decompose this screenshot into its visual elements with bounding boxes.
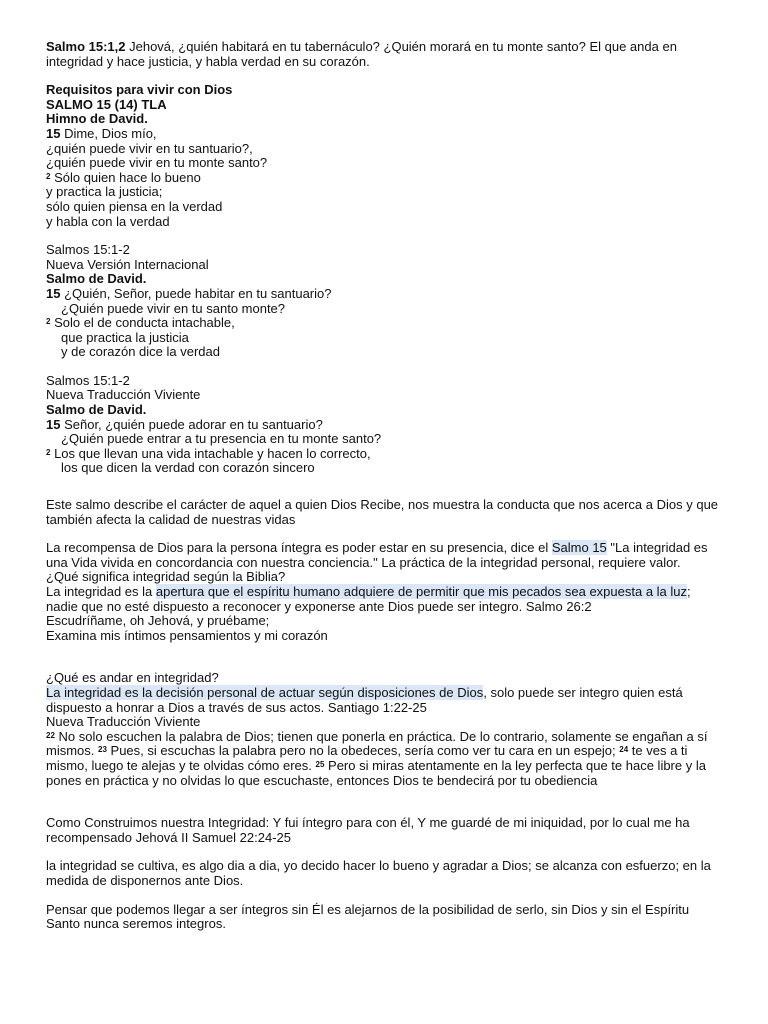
verse-line: ¿Quién puede entrar a tu presencia en tu monte santo?	[61, 431, 382, 447]
cultivate-paragraph: la integridad se cultiva, es algo dia a dia, yo decido hacer lo bueno y agradar a Dios; se alcanza con esfuerzo; en la medida de disponernos ante Dios.	[46, 858, 711, 888]
definition-paragraph: La integridad es la apertura que el espíritu humano adquiere de permitir que mis pecados sea expuesta a la luz; nadie que no esté dispuesto a reconocer y exponerse ante Dios puede ser integro. Salmo 26:2	[46, 584, 691, 614]
closing-paragraph: Pensar que podemos llegar a ser íntegros sin Él es alejarnos de la posibilidad de serlo, sin Dios y sin el Espíritu Santo nunca seremos integros.	[46, 901, 690, 932]
verse-number: 15	[46, 285, 61, 301]
verse-number: 2	[46, 447, 51, 457]
verse-line: $^2$ Los que llevan una vida intachable y hacen lo correcto,	[46, 445, 371, 461]
verse-line: $^2$ Solo el de conducta intachable,	[46, 315, 235, 331]
bible-version: Nueva Traducción Viviente	[46, 714, 201, 730]
verse-line: los que dicen la verdad con corazón sincero	[61, 460, 315, 476]
verse-line: y practica la justicia;	[46, 184, 163, 200]
intro-paragraph: Salmo 15:1,2 Jehová, ¿quién habitará en tu tabernáculo? ¿Quién morará en tu monte santo? El que anda en integridad y hace justicia, y habla verdad en su corazón.	[46, 39, 677, 69]
nvi-section	[46, 243, 722, 360]
verse-line: sólo quien piensa en la verdad	[46, 198, 223, 214]
verse-number: 23	[98, 745, 107, 755]
verse-number: 24	[619, 745, 629, 755]
verse-number: 15	[46, 125, 61, 141]
section-heading: Requisitos para vivir con Dios	[46, 82, 233, 98]
verse-reference: Salmo 15:1,2	[46, 39, 126, 54]
verse-reference: Salmos 15:1-2	[46, 372, 130, 388]
verse-line: y de corazón dice la verdad	[61, 344, 220, 360]
description-paragraph: Este salmo describe el carácter de aquel a quien Dios Recibe, nos muestra la conducta que nos acerca a Dios y que también afecta la calidad de nuestras vidas	[46, 497, 719, 527]
verse-line: ¿quién puede vivir en tu monte santo?	[46, 155, 268, 171]
psalm-heading: SALMO 15 (14) TLA	[46, 96, 167, 112]
ntv-section	[46, 374, 722, 476]
psalm-subtitle: Salmo de David.	[46, 402, 147, 418]
verse-number: 15	[46, 416, 61, 432]
verse-line: $^2$ Sólo quien hace lo bueno	[46, 169, 201, 185]
verse-number: 2	[46, 171, 51, 181]
bible-version: Nueva Versión Internacional	[46, 256, 209, 272]
verse-line: ¿Quién puede vivir en tu santo monte?	[61, 300, 286, 316]
highlighted-text: Salmo 15	[551, 540, 607, 556]
verse-number: 2	[46, 317, 51, 327]
highlighted-text: La integridad es la decisión personal de actuar según disposiciones de Dios	[46, 684, 484, 700]
verse-line: ¿quién puede vivir en tu santuario?,	[46, 140, 253, 156]
psalm-subtitle: Salmo de David.	[46, 271, 147, 287]
verse-line: 15 Dime, Dios mío,	[46, 125, 157, 141]
question-line: ¿Qué es andar en integridad?	[46, 670, 219, 686]
highlighted-text: apertura que el espíritu humano adquiere de permitir que mis pecados sea expuesta a la luz	[155, 584, 688, 599]
verse-line: 15 ¿Quién, Señor, puede habitar en tu santuario?	[46, 285, 332, 301]
verse-reference: Salmos 15:1-2	[46, 242, 130, 258]
document-page	[46, 40, 722, 932]
verse-line: que practica la justicia	[61, 329, 189, 345]
question-line: ¿Qué significa integridad según la Biblia?	[46, 569, 286, 585]
reward-paragraph: La recompensa de Dios para la persona íntegra es poder estar en su presencia, dice el Salmo 15 "La integridad es una Vida vivida en concordancia con nuestra conciencia." La práctica de la integridad personal, requiere valor.	[46, 540, 708, 570]
build-integrity-paragraph: Como Construimos nuestra Integridad: Y fui íntegro para con él, Y me guardé de mi iniquidad, por lo cual me ha recompensado Jehová II Samuel 22:24-25	[46, 815, 690, 845]
verse-line: y habla con la verdad	[46, 213, 170, 229]
verse-number: 25	[315, 759, 325, 769]
james-passage: $^{22}$ No solo escuchen la palabra de Dios; tienen que ponerla en práctica. De lo contrario, solamente se engañan a sí mismos. $^{23}$ Pues, si escuchas la palabra pero no la obedeces, sería como ver tu cara en un espejo; $^{24}$ te ves a ti mismo, luego te alejas y te olvidas cómo eres. $^{25}$ Pero si miras atentamente en la ley perfecta que te hace libre y la pones en práctica y no olvidas lo que escuchaste, entonces Dios te bendecirá por tu obediencia	[46, 728, 708, 788]
verse-line: 15 Señor, ¿quién puede adorar en tu santuario?	[46, 416, 323, 432]
verse-line: Escudríñame, oh Jehová, y pruébame;	[46, 613, 270, 629]
psalm-subtitle: Himno de David.	[46, 111, 148, 127]
verse-line: Examina mis íntimos pensamientos y mi corazón	[46, 627, 328, 643]
bible-version: Nueva Traducción Viviente	[46, 387, 201, 403]
tla-section	[46, 83, 722, 229]
walk-paragraph: La integridad es la decisión personal de actuar según disposiciones de Dios, solo puede ser integro quien está dispuesto a honrar a Dios a través de sus actos. Santiago 1:22-25	[46, 684, 683, 715]
verse-number: 22	[46, 730, 55, 740]
